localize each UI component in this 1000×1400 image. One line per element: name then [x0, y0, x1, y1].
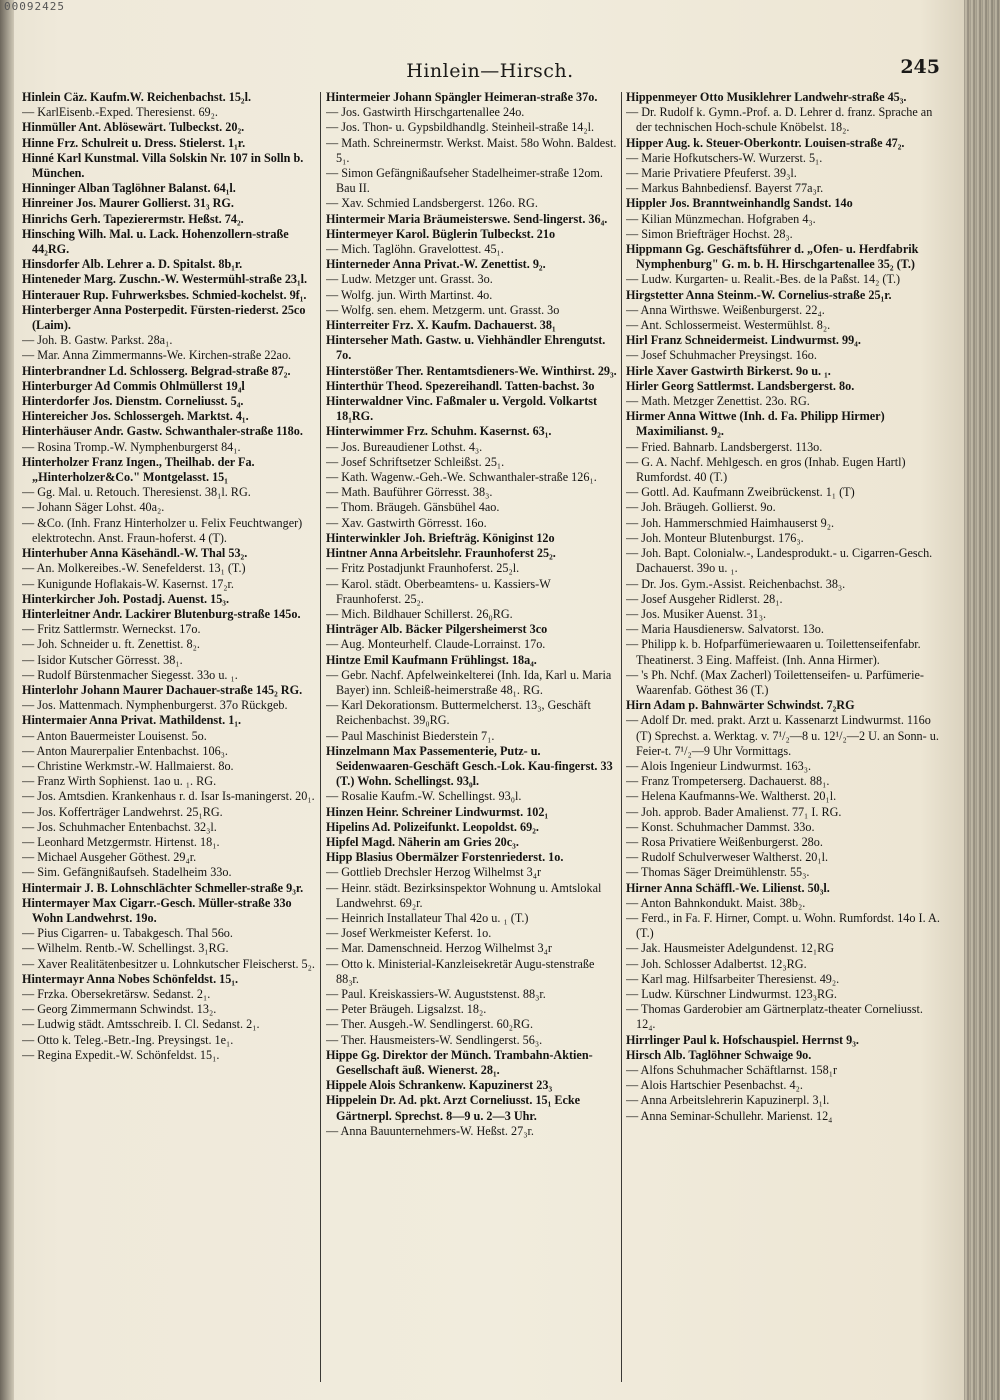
directory-entry: Hinterleitner Andr. Lackirer Blutenburg-straße 145o. [22, 606, 301, 621]
directory-entry: Hinreiner Jos. Maurer Gollierst. 31₃ RG. [22, 196, 234, 211]
directory-entry: — Mar. Anna Zimmermanns-We. Kirchen-straße 22ao. [22, 348, 292, 363]
column-divider [320, 92, 321, 1382]
directory-entry: Hinterneder Anna Privat.-W. Zenettist. 9₂. [326, 257, 546, 272]
directory-entry: — Philipp k. b. Hofparfümeriewaaren u. Toilettenseifenfabr. Theatinerst. 3 Eing. Maffeist. (Inh. Anna Hirmer). [626, 637, 921, 667]
directory-entry: — Anna Seminar-Schullehr. Marienst. 12₄ [626, 1108, 833, 1123]
directory-entry: — Konst. Schuhmacher Dammst. 33o. [626, 819, 815, 834]
directory-entry: Hintermeir Maria Bräumeisterswe. Send-lingerst. 36₄. [326, 211, 608, 226]
directory-entry: — Kunigunde Hoflakais-W. Kasernst. 17₂r. [22, 576, 234, 591]
directory-entry: Hirn Adam p. Bahnwärter Schwindst. 7₂RG [626, 698, 855, 713]
directory-entry: — Ther. Hausmeisters-W. Sendlingerst. 56₃. [326, 1032, 543, 1047]
directory-entry: Hinsching Wilh. Mal. u. Lack. Hohenzollern-straße 44₂RG. [22, 226, 289, 257]
directory-entry: Hirsch Alb. Taglöhner Schwaige 9o. [626, 1047, 812, 1062]
directory-entry: — Math. Bauführer Görresst. 38₃. [326, 485, 493, 500]
directory-entry: — Gebr. Nachf. Apfelweinkelterei (Inh. Ida, Karl u. Maria Bayer) inn. Schleiß-heimerstraße 48₁. RG. [326, 667, 612, 697]
directory-entry: Hinzen Heinr. Schreiner Lindwurmst. 102₁ [326, 804, 549, 819]
directory-entry: Hipfel Magd. Näherin am Gries 20c₃. [326, 834, 519, 849]
directory-entry: Hinterseher Math. Gastw. u. Viehhändler Ehrengutst. 7o. [326, 333, 606, 363]
directory-entry: — Ther. Ausgeh.-W. Sendlingerst. 60₂RG. [326, 1017, 534, 1032]
directory-entry: Hinzelmann Max Passementerie, Putz- u. Seidenwaaren-Geschäft Gesch.-Lok. Kau-fingerst. 33 (T.) Wohn. Schellingst. 93₀l. [326, 743, 613, 789]
directory-entry: Hinterstößer Ther. Rentamtsdieners-We. Winthirst. 29₃. [326, 363, 617, 378]
directory-entry: Hipper Aug. k. Steuer-Oberkontr. Louisen-straße 47₂. [626, 135, 905, 150]
directory-entry: Hipelins Ad. Polizeifunkt. Leopoldst. 69₂. [326, 819, 539, 834]
directory-entry: Hippler Jos. Branntweinhandlg Sandst. 14o [626, 196, 853, 211]
directory-entry: Hinterhäuser Andr. Gastw. Schwanthaler-straße 118o. [22, 424, 303, 439]
directory-entry: — Marie Hofkutschers-W. Wurzerst. 5₁. [626, 150, 823, 165]
directory-entry: — Franz Trompeterserg. Dachauerst. 88₁. [626, 774, 830, 789]
column-divider [621, 92, 622, 1382]
page-gutter [0, 0, 14, 1400]
column-left [22, 90, 318, 1380]
directory-entry: — Markus Bahnbediensf. Bayerst 77a₃r. [626, 181, 824, 196]
directory-entry: Hippmann Gg. Geschäftsführer d. „Ofen- u. Herdfabrik Nymphenburg" G. m. b. H. Hirschgartenallee 35₂ (T.) [626, 242, 919, 272]
directory-entry: — Math. Schreinermstr. Werkst. Maist. 58o Wohn. Baldest. 5₁. [326, 135, 617, 165]
directory-entry: — Frzka. Obersekretärsw. Sedanst. 2₁. [22, 986, 211, 1001]
page-header [40, 56, 940, 86]
directory-entry: — Mich. Bildhauer Schillerst. 26₀RG. [326, 606, 513, 621]
directory-entry: — Ferd., in Fa. F. Hirner, Compt. u. Wohn. Rumfordst. 14o I. A. (T.) [626, 910, 940, 941]
directory-entry: Hinterkircher Joh. Postadj. Auenst. 15₃. [22, 591, 230, 606]
directory-entry: — Joh. Schneider u. ft. Zenettist. 8₂. [22, 637, 200, 652]
directory-entry: — Xaver Realitätenbesitzer u. Lohnkutscher Fleischerst. 5₂. [22, 956, 315, 971]
directory-entry: — Math. Metzger Zenettist. 23o. RG. [626, 394, 810, 409]
directory-entry: Hinmüller Ant. Ablösewärt. Tulbeckst. 20₂. [22, 120, 245, 135]
directory-entry: Hinterburger Ad Commis Ohlmüllerst 19₄l [22, 378, 245, 393]
directory-entry: — Jos. Amtsdien. Krankenhaus r. d. Isar Is-maningerst. 20₁. [22, 789, 315, 804]
directory-entry: — G. A. Nachf. Mehlgesch. en gros (Inhab. Eugen Hartl) Rumfordst. 40 (T.) [626, 454, 906, 485]
directory-entry: — KarlEisenb.-Exped. Theresienst. 69₂. [22, 105, 218, 120]
directory-entry: — Josef Schuhmacher Preysingst. 16o. [626, 348, 817, 363]
directory-entry: — Jos. Mattenmach. Nymphenburgerst. 37o Rückgeb. [22, 698, 288, 713]
directory-entry: — 's Ph. Nchf. (Max Zacherl) Toilettenseifen- u. Parfümerie-Waarenfab. Göthest 36 (T.) [626, 667, 924, 697]
directory-entry: Hinne Frz. Schulreit u. Dress. Stielerst. 1₁r. [22, 135, 246, 150]
directory-entry: — Gottl. Ad. Kaufmann Zweibrückenst. 1₁ (T) [626, 485, 855, 500]
directory-entry: — Jos. Gastwirth Hirschgartenallee 24o. [326, 105, 525, 120]
directory-entry: Hirgstetter Anna Steinm.-W. Cornelius-straße 25₁r. [626, 287, 892, 302]
directory-entry: — Paul Maschinist Biederstein 7₁. [326, 728, 495, 743]
directory-entry: Hinné Karl Kunstmal. Villa Solskin Nr. 107 in Solln b. München. [22, 150, 304, 181]
directory-entry: — Leonhard Metzgermstr. Hirtenst. 18₁. [22, 834, 220, 849]
archive-stamp: 00092425 [4, 0, 65, 13]
directory-entry: — Marie Privatiere Pfeuferst. 39₃l. [626, 166, 797, 181]
directory-entry: Hintze Emil Kaufmann Frühlingst. 18a₄. [326, 652, 537, 667]
directory-entry: — Heinrich Installateur Thal 42o u. ₁ (T.) [326, 910, 529, 925]
directory-entry: — Fritz Sattlermstr. Werneckst. 17o. [22, 622, 201, 637]
directory-entry: — Ludw. Kurgarten- u. Realit.-Bes. de la Paßst. 14₂ (T.) [626, 272, 901, 287]
column-right [626, 90, 944, 1380]
directory-entry: — Alois Ingenieur Lindwurmst. 163₃. [626, 758, 812, 773]
directory-entry: — Anton Maurerpalier Entenbachst. 106₃. [22, 743, 228, 758]
directory-entry: Hinterlohr Johann Maurer Dachauer-straße 145₂ RG. [22, 682, 303, 697]
directory-entry: — Josef Schriftsetzer Schleißst. 25₁. [326, 454, 505, 469]
directory-entry: Hinlein Cäz. Kaufm.W. Reichenbachst. 15₂l. [22, 90, 252, 104]
directory-entry: Hinrichs Gerh. Tapezierermstr. Heßst. 74₂. [22, 211, 244, 226]
directory-entry: — Anna Bauunternehmers-W. Heßst. 27₃r. [326, 1123, 534, 1138]
directory-entry: Hirl Franz Schneidermeist. Lindwurmst. 99₄. [626, 333, 861, 348]
directory-entry: Hinterwimmer Frz. Schuhm. Kasernst. 63₁. [326, 424, 552, 439]
directory-entry: Hintner Anna Arbeitslehr. Fraunhoferst 25₂. [326, 546, 556, 561]
directory-entry: — An. Molkereibes.-W. Senefelderst. 13₁ (T.) [22, 561, 246, 576]
directory-entry: — Rosa Privatiere Weißenburgerst. 28o. [626, 834, 823, 849]
directory-entry: — Dr. Rudolf k. Gymn.-Prof. a. D. Lehrer d. franz. Sprache an der technischen Hoch-schule Knöbelst. 18₂. [626, 105, 933, 135]
directory-entry: Hintermaier Anna Privat. Mathildenst. 1₁. [22, 713, 242, 728]
directory-entry: — Franz Wirth Sophienst. 1ao u. ₁. RG. [22, 774, 217, 789]
directory-entry: — Alfons Schuhmacher Schäftlarnst. 158₁r [626, 1063, 838, 1077]
directory-entry: Hipp Blasius Obermälzer Forstenriederst. 1o. [326, 850, 564, 865]
directory-entry: — Jos. Bureaudiener Lothst. 4₃. [326, 439, 483, 454]
directory-entry: — Michael Ausgeher Göthest. 29₄r. [22, 850, 197, 865]
directory-entry: Hinterdorfer Jos. Dienstm. Corneliusst. 5₄. [22, 394, 244, 409]
directory-entry: Hippele Alois Schrankenw. Kapuzinerst 23₃ [326, 1078, 553, 1093]
directory-entry: — Josef Werkmeister Keferst. 1o. [326, 926, 492, 941]
directory-entry: — Sim. Gefängnißaufseh. Stadelheim 33o. [22, 865, 232, 880]
directory-entry: — Rudolf Bürstenmacher Siegesst. 33o u. ₁. [22, 667, 238, 682]
directory-entry: Hinterbrandner Ld. Schlosserg. Belgrad-straße 87₂. [22, 363, 291, 378]
directory-entry: Hippelein Dr. Ad. pkt. Arzt Corneliusst. 15₁ Ecke Gärtnerpl. Sprechst. 8—9 u. 2—3 Uhr. [326, 1093, 581, 1123]
directory-entry: — &Co. (Inh. Franz Hinterholzer u. Felix Feuchtwanger) elektrotechn. Anst. Fraun-hoferst. 4 (T). [22, 515, 303, 545]
directory-entry: Hintermair J. B. Lohnschlächter Schmeller-straße 9₃r. [22, 880, 304, 895]
directory-entry: — Ludwig städt. Amtsschreib. I. Cl. Sedanst. 2₁. [22, 1017, 260, 1032]
book-page-edges [964, 0, 1000, 1400]
directory-entry: Hinterreiter Frz. X. Kaufm. Dachauerst. 38₁ [326, 318, 556, 333]
directory-entry: — Isidor Kutscher Görresst. 38₁. [22, 652, 183, 667]
directory-entry: — Kilian Münzmechan. Hofgraben 4₃. [626, 211, 816, 226]
directory-entry: — Alois Hartschier Pesenbachst. 4₂. [626, 1078, 803, 1093]
directory-entry: — Rudolf Schulverweser Waltherst. 20₁l. [626, 850, 829, 865]
directory-entry: Hintermayer Max Cigarr.-Gesch. Müller-straße 33o Wohn Landwehrst. 19o. [22, 895, 292, 925]
directory-entry: — Aug. Monteurhelf. Claude-Lorrainst. 17o. [326, 637, 546, 652]
directory-entry: — Fried. Bahnarb. Landsbergerst. 113o. [626, 439, 823, 454]
directory-entry: Hirner Anna Schäffl.-We. Lilienst. 50₃l. [626, 880, 830, 895]
directory-entry: — Joh. approb. Bader Amalienst. 77₁ I. RG. [626, 804, 842, 819]
directory-entry: — Karol. städt. Oberbeamtens- u. Kassiers-W Fraunhoferst. 25₂. [326, 576, 551, 606]
directory-entry: — Simon Briefträger Hochst. 28₃. [626, 226, 793, 241]
directory-entry: — Kath. Wagenw.-Geh.-We. Schwanthaler-straße 126₁. [326, 470, 597, 485]
directory-entry: — Anna Wirthswe. Weißenburgerst. 22₄. [626, 302, 825, 317]
directory-entry: — Mich. Taglöhn. Gravelottest. 45₁. [326, 242, 504, 257]
directory-entry: — Paul. Kreiskassiers-W. Auguststenst. 88₃r. [326, 986, 546, 1001]
directory-entry: — Xav. Schmied Landsbergerst. 126o. RG. [326, 196, 538, 211]
directory-entry: Hinterhuber Anna Käsehändl.-W. Thal 53₂. [22, 546, 248, 561]
directory-entry: Hirmer Anna Wittwe (Inh. d. Fa. Philipp Hirmer) Maximilianst. 9₂. [626, 409, 885, 439]
directory-entry: Hinterauer Rup. Fuhrwerksbes. Schmied-kochelst. 9f₁. [22, 287, 307, 302]
directory-entry: — Joh. Monteur Blutenburgst. 176₃. [626, 530, 804, 545]
directory-entry: Hintermayr Anna Nobes Schönfeldst. 15₁. [22, 971, 239, 986]
directory-entry: Hinterwinkler Joh. Briefträg. Königinst 12o [326, 530, 555, 545]
directory-entry: — Adolf Dr. med. prakt. Arzt u. Kassenarzt Lindwurmst. 116o (T) Sprechst. a. Werktag. v. 7¹/₂—8 u. 12¹/₂—2 U. an Sonn- u. Feier-t. 7¹/₂—9 Uhr Vormittags. [626, 713, 939, 758]
directory-entry: Hippe Gg. Direktor der Münch. Trambahn-Aktien-Gesellschaft äuß. Wienerst. 28₁. [326, 1047, 593, 1077]
directory-entry: — Heinr. städt. Bezirksinspektor Wohnung u. Amtslokal Landwehrst. 69₂r. [326, 880, 602, 910]
column-middle [326, 90, 618, 1380]
directory-entry: — Pius Cigarren- u. Tabakgesch. Thal 56o. [22, 926, 233, 941]
directory-entry: — Rosina Tromp.-W. Nymphenburgerst 84₁. [22, 439, 241, 454]
page-number: 245 [900, 56, 940, 78]
directory-entry: — Karl mag. Hilfsarbeiter Theresienst. 49₂. [626, 971, 840, 986]
directory-entry: — Jos. Schuhmacher Entenbachst. 32₃l. [22, 819, 217, 834]
directory-entry: — Maria Hausdienersw. Salvatorst. 13o. [626, 622, 824, 637]
directory-entry: — Jos. Kofferträger Landwehrst. 25₁RG. [22, 804, 223, 819]
directory-entry: — Wolfg. sen. ehem. Metzgerm. unt. Grasst. 3o [326, 302, 560, 317]
directory-entry: — Ludw. Kürschner Lindwurmst. 123₃RG. [626, 986, 837, 1001]
directory-entry: — Ant. Schlossermeist. Westermühlst. 8₂. [626, 318, 831, 333]
directory-entry: — Joh. Hammerschmied Haimhauserst 9₂. [626, 515, 835, 530]
directory-entry: — Christine Werkmstr.-W. Hallmaierst. 8o. [22, 758, 234, 773]
directory-entry: — Simon Gefängnißaufseher Stadelheimer-straße 12om. Bau II. [326, 166, 603, 196]
directory-entry: — Joh. B. Gastw. Parkst. 28a₁. [22, 333, 173, 348]
directory-entry: Hinsdorfer Alb. Lehrer a. D. Spitalst. 8b₁r. [22, 257, 243, 272]
directory-entry: — Dr. Jos. Gym.-Assist. Reichenbachst. 38₃. [626, 576, 846, 591]
directory-entry: — Mar. Damenschneid. Herzog Wilhelmst 3₄r [326, 941, 552, 956]
directory-entry: Hinterthür Theod. Spezereihandl. Tatten-bachst. 3o [326, 378, 595, 393]
directory-entry: — Otto k. Teleg.-Betr.-Ing. Preysingst. 1e₁. [22, 1032, 234, 1047]
directory-entry: — Gottlieb Drechsler Herzog Wilhelmst 3₄r [326, 865, 542, 880]
directory-entry: — Helena Kaufmanns-We. Waltherst. 20₁l. [626, 789, 837, 804]
directory-entry: — Xav. Gastwirth Görresst. 16o. [326, 515, 487, 530]
directory-entry: — Joh. Bapt. Colonialw.-, Landesprodukt.- u. Cigarren-Gesch. Dachauerst. 39o u. ₁. [626, 546, 933, 576]
directory-entry: Hinträger Alb. Bäcker Pilgersheimerst 3co [326, 622, 548, 637]
directory-entry: Hintereicher Jos. Schlossergeh. Marktst. 4₁. [22, 409, 249, 424]
directory-entry: Hinterwaldner Vinc. Faßmaler u. Vergold. Volkartst 18₁RG. [326, 394, 598, 424]
directory-entry: — Regina Expedit.-W. Schönfeldst. 15₁. [22, 1047, 220, 1062]
directory-entry: — Wilhelm. Rentb.-W. Schellingst. 3₁RG. [22, 941, 229, 956]
directory-entry: Hintermeyer Karol. Büglerin Tulbeckst. 21o [326, 226, 556, 241]
directory-entry: — Gg. Mal. u. Retouch. Theresienst. 38₁l. RG. [22, 485, 251, 500]
directory-entry: Hinterberger Anna Posterpedit. Fürsten-riederst. 25co (Laim). [22, 302, 306, 333]
directory-entry: Hinterholzer Franz Ingen., Theilhab. der Fa. „Hinterholzer&Co." Montgelasst. 15₁ [22, 454, 255, 485]
directory-entry: Hirler Georg Sattlermst. Landsbergerst. 8o. [626, 378, 855, 393]
directory-entry: — Thomas Säger Dreimühlenstr. 55₃. [626, 865, 810, 880]
directory-entry: — Peter Bräugeh. Ligsalzst. 18₂. [326, 1002, 487, 1017]
directory-entry: Hippenmeyer Otto Musiklehrer Landwehr-straße 45₃. [626, 90, 907, 104]
directory-entry: — Anton Bauermeister Louisenst. 5o. [22, 728, 207, 743]
directory-entry: — Anton Bahnkondukt. Maist. 38b₂. [626, 895, 806, 910]
directory-entry: — Joh. Schlosser Adalbertst. 12₃RG. [626, 956, 807, 971]
directory-entry: Hintermeier Johann Spängler Heimeran-straße 37o. [326, 90, 598, 104]
directory-entry: — Fritz Postadjunkt Fraunhoferst. 25₂l. [326, 561, 520, 576]
directory-entry: — Wolfg. jun. Wirth Martinst. 4o. [326, 287, 493, 302]
directory-entry: — Jak. Hausmeister Adelgundenst. 12₁RG [626, 941, 835, 956]
directory-entry: — Thom. Bräugeh. Gänsbühel 4ao. [326, 500, 500, 515]
directory-entry: Hinninger Alban Taglöhner Balanst. 64₁l. [22, 181, 236, 196]
directory-entry: — Otto k. Ministerial-Kanzleisekretär Augu-stenstraße 88₃r. [326, 956, 595, 986]
directory-entry: — Thomas Garderobier am Gärtnerplatz-theater Corneliusst. 12₄. [626, 1002, 923, 1032]
directory-entry: — Ludw. Metzger unt. Grasst. 3o. [326, 272, 493, 287]
directory-entry: — Rosalie Kaufm.-W. Schellingst. 93₀l. [326, 789, 522, 804]
directory-entry: — Georg Zimmermann Schwindst. 13₂. [22, 1002, 217, 1017]
page-title: Hinlein—Hirsch. [406, 60, 574, 82]
directory-entry: — Karl Dekorationsm. Buttermelcherst. 13₃, Geschäft Reichenbachst. 39₀RG. [326, 698, 591, 728]
directory-entry: Hirrlinger Paul k. Hofschauspiel. Herrnst 9₃. [626, 1032, 859, 1047]
directory-entry: Hirle Xaver Gastwirth Birkerst. 9o u. ₁. [626, 363, 831, 378]
directory-entry: — Anna Arbeitslehrerin Kapuzinerpl. 3₁l. [626, 1093, 830, 1108]
directory-entry: — Jos. Musiker Auenst. 31₃. [626, 606, 767, 621]
directory-entry: — Joh. Bräugeh. Gollierst. 9o. [626, 500, 776, 515]
directory-entry: — Josef Ausgeher Ridlerst. 28₁. [626, 591, 783, 606]
directory-entry: Hinteneder Marg. Zuschn.-W. Westermühl-straße 23₁l. [22, 272, 308, 287]
directory-entry: — Jos. Thon- u. Gypsbildhandlg. Steinheil-straße 14₂l. [326, 120, 595, 135]
directory-entry: — Johann Säger Lohst. 40a₂. [22, 500, 165, 515]
